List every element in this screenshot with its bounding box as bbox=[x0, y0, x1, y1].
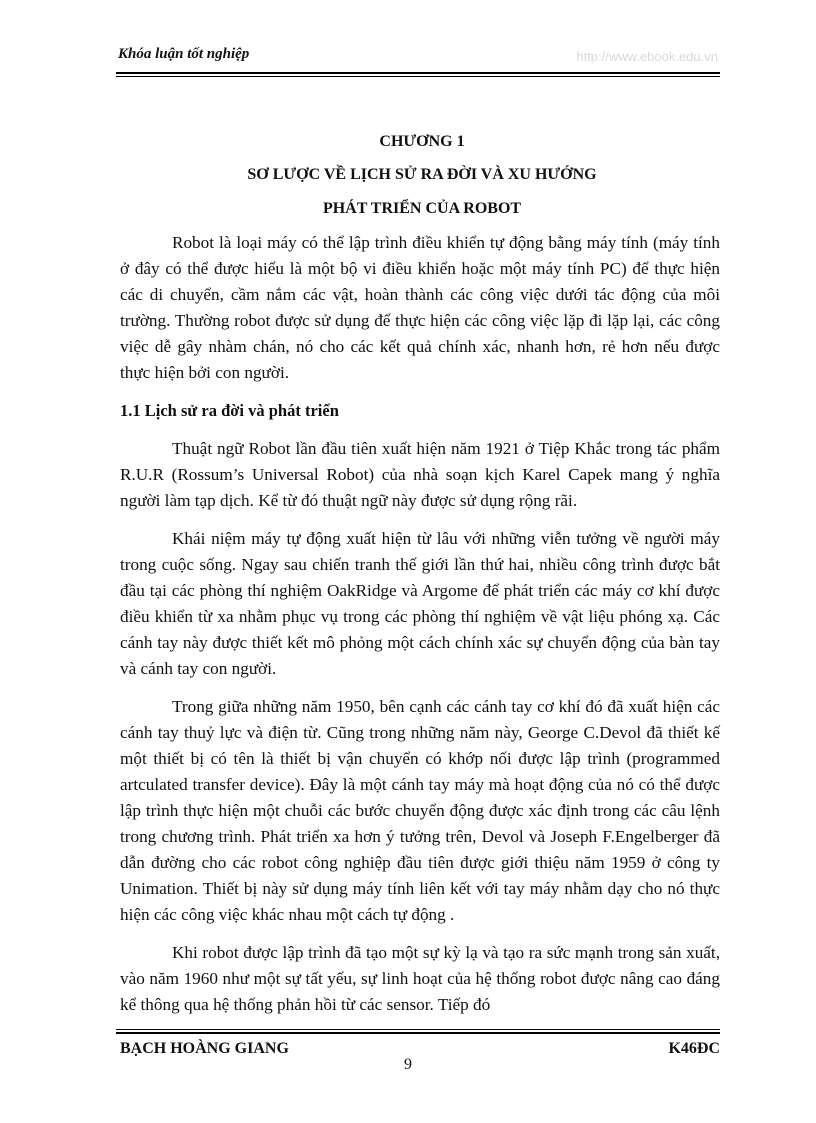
footer-rule-thin bbox=[116, 1029, 720, 1030]
paragraph-3: Trong giữa những năm 1950, bên cạnh các cánh tay cơ khí đó đã xuất hiện các cánh tay thuỷ lực và điện từ. Cũng trong những năm này, George C.Devol đã thiết kế một thiết bị có tên là thiết bị vận chuyển có khớp nối được lập trình (programmed artculated transfer device). Đây là một cánh tay máy mà hoạt động của nó có thể được lập trình thực hiện một chuỗi các bước chuyển động được xác định trong các câu lệnh trong chương trình. Phát triển xa hơn ý tưởng trên, Devol và Joseph F.Engelberger đã dẫn đường cho các robot công nghiệp đầu tiên được giới thiệu năm 1959 ở công ty Unimation. Thiết bị này sử dụng máy tính liên kết với tay máy nhằm dạy cho nó thực hiện các công việc khác nhau một cách tự động . bbox=[120, 697, 720, 924]
footer-author: BẠCH HOÀNG GIANG bbox=[120, 1040, 289, 1057]
body-content bbox=[120, 230, 720, 1030]
header-title: Khóa luận tốt nghiệp bbox=[118, 46, 250, 62]
chapter-number: CHƯƠNG 1 bbox=[379, 133, 465, 150]
footer-rule-thick bbox=[116, 1032, 720, 1034]
section-heading: 1.1 Lịch sử ra đời và phát triển bbox=[120, 401, 339, 420]
header-url[interactable]: http://www.ebook.edu.vn bbox=[576, 49, 718, 64]
paragraph-4: Khi robot được lập trình đã tạo một sự kỳ lạ và tạo ra sức mạnh trong sản xuất, vào năm 1960 như một sự tất yếu, sự linh hoạt của hệ thống robot được nâng cao đáng kể thông qua hệ thống phản hồi từ các sensor. Tiếp đó bbox=[120, 943, 720, 1014]
chapter-title-line2: PHÁT TRIỂN CỦA ROBOT bbox=[322, 200, 522, 217]
paragraph-1: Thuật ngữ Robot lần đầu tiên xuất hiện năm 1921 ở Tiệp Khắc trong tác phẩm R.U.R (Rossum’s Universal Robot) của nhà soạn kịch Karel Capek mang ý nghĩa người làm tạp dịch. Kể từ đó thuật ngữ này được sử dụng rộng rãi. bbox=[120, 439, 720, 510]
chapter-title-line1: SƠ LƯỢC VỀ LỊCH SỬ RA ĐỜI VÀ XU HƯỚNG bbox=[247, 166, 597, 183]
paragraph-2: Khái niệm máy tự động xuất hiện từ lâu với những viễn tưởng về người máy trong cuộc sống. Ngay sau chiến tranh thế giới lần thứ hai, nhiều công trình được bắt đầu tại các phòng thí nghiệm OakRidge và Argome để phát triển các máy cơ khí được điều khiển từ xa nhằm phục vụ trong các phòng thí nghiệm về vật liệu phóng xạ. Các cánh tay này được thiết kết mô phỏng một cách chính xác sự chuyển động của bàn tay và cánh tay con người. bbox=[120, 529, 720, 678]
page-number: 9 bbox=[404, 1056, 412, 1073]
footer-class-code: K46ĐC bbox=[668, 1040, 720, 1057]
header-rule-thin bbox=[116, 76, 720, 77]
intro-paragraph: Robot là loại máy có thể lập trình điều khiển tự động bằng máy tính (máy tính ở đây có thể được hiểu là một bộ vi điều khiển hoặc một máy tính PC) để thực hiện các di chuyển, cầm nắm các vật, hoàn thành các công việc dưới tác động của môi trường. Thường robot được sử dụng để thực hiện các công việc lặp đi lặp lại, các công việc dễ gây nhàm chán, nó cho các kết quả chính xác, nhanh hơn, rẻ hơn nếu được thực hiện bởi con người. bbox=[120, 233, 720, 382]
header-rule-thick bbox=[116, 72, 720, 74]
